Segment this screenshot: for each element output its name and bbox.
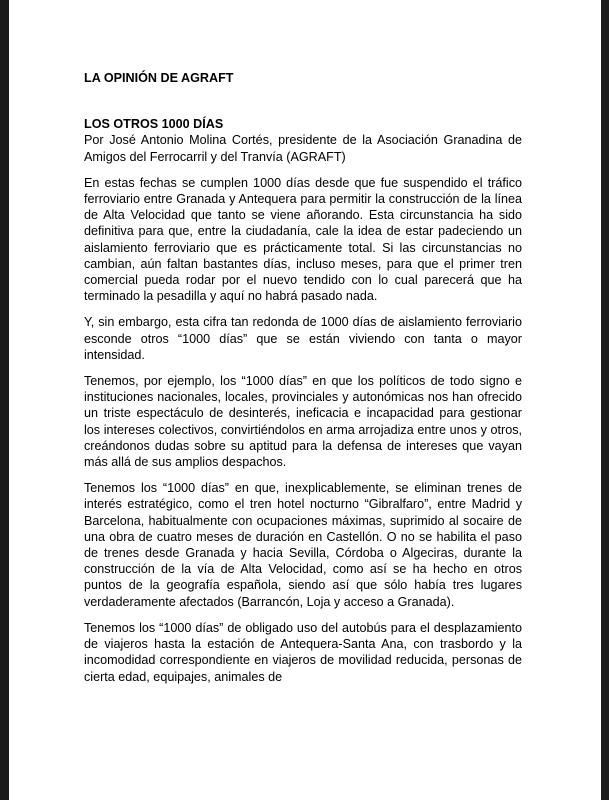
paragraph-2: Y, sin embargo, esta cifra tan redonda de 1000 días de aislamiento ferroviario esconde otros “1000 días” que se están viviendo con tanta o mayor intensidad.	[84, 315, 522, 362]
section-title: LA OPINIÓN DE AGRAFT	[84, 71, 234, 85]
document-body	[84, 68, 522, 685]
article-title: LOS OTROS 1000 DÍAS	[84, 117, 224, 132]
paragraph-3: Tenemos, por ejemplo, los “1000 días” en que los políticos de todo signo e instituciones nacionales, locales, provinciales y autonómicas nos han ofrecido un triste espectáculo de desinterés, ineficacia e incapacidad para gestionar los intereses colectivos, convirtiéndolos en arma arrojadiza entre unos y otros, creándonos dudas sobre su aptitud para la defensa de intereses que vayan más allá de sus amplios despachos.	[84, 374, 522, 470]
paragraph-5: Tenemos los “1000 días” de obligado uso del autobús para el desplazamiento de viajeros hasta la estación de Antequera-Santa Ana, con trasbordo y la incomodidad correspondiente en viajeros de movilidad reducida, personas de cierta edad, equipajes, animales de	[84, 620, 522, 684]
paragraph-4: Tenemos los “1000 días” en que, inexplicablemente, se eliminan trenes de interés estratégico, como el tren hotel nocturno “Gibralfaro”, entre Madrid y Barcelona, habitualmente con ocupaciones máximas, suprimido al socaire de una obra de cuatro meses de duración en Castellón. O no se habilita el paso de trenes desde Granada y hacia Sevilla, Córdoba o Algeciras, durante la construcción de la vía de Alta Velocidad, como así se ha hecho en otros puntos de la geografía española, siendo así que sólo había tres lugares verdaderamente afectados (Barrancón, Loja y acceso a Granada).	[84, 481, 522, 609]
byline: Por José Antonio Molina Cortés, presidente de la Asociación Granadina de Amigos del Ferrocarril y del Tranvía (AGRAFT)	[84, 133, 522, 164]
document-page	[9, 0, 601, 800]
paragraph-1: En estas fechas se cumplen 1000 días desde que fue suspendido el tráfico ferroviario entre Granada y Antequera para permitir la construcción de la línea de Alta Velocidad que tanto se viene añorando. Esta circunstancia ha sido definitiva para que, entre la ciudadanía, cale la idea de estar padeciendo un aislamiento ferroviario que es prácticamente total. Si las circunstancias no cambian, aún faltan bastantes días, incluso meses, para que el primer tren comercial pueda rodar por el nuevo tendido con lo cual parecerá que ha terminado la pesadilla y aquí no habrá pasado nada.	[84, 175, 522, 304]
